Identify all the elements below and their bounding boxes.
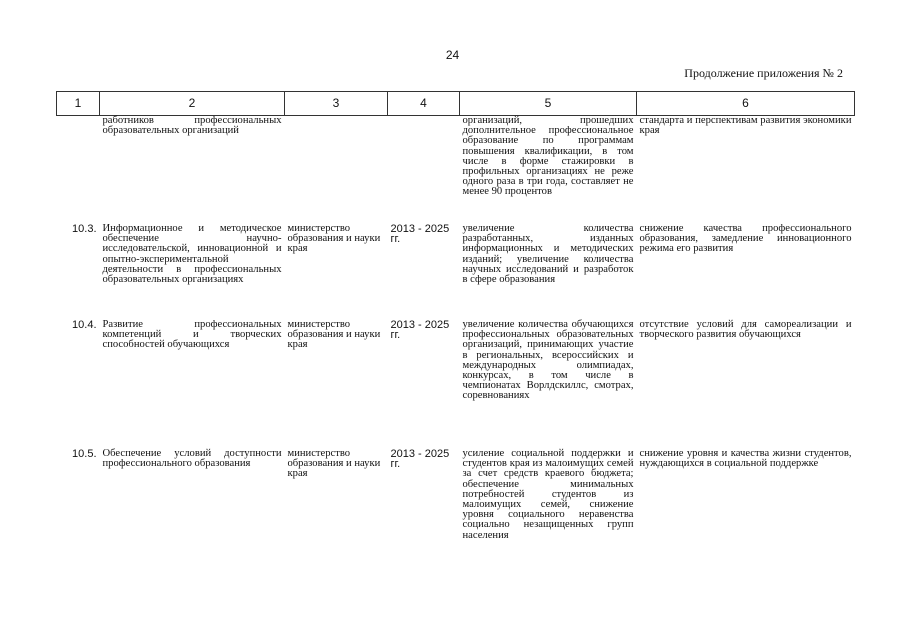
measure-period [388, 116, 460, 225]
column-header: 5 [460, 92, 637, 116]
table-row [57, 449, 855, 571]
column-header: 3 [285, 92, 388, 116]
page-number: 24 [445, 48, 460, 62]
measure-number: 10.5. [72, 448, 97, 460]
expected-result: увеличение количества обучающихся профессиональных образовательных организаций, принимающих участие в региональных, всероссийских и международных олимпиадах, конкурсах, в том числе в чемпионатах Ворлдскиллс, смотрах, соревнованиях [462, 319, 634, 402]
table-row [57, 224, 855, 320]
measure-executor: министерство образования и науки края [287, 448, 381, 480]
measure-executor: министерство образования и науки края [287, 319, 381, 351]
column-header: 6 [637, 92, 855, 116]
non-implementation-consequences: снижение уровня и качества жизни студентов, нуждающихся в социальной поддержке [639, 448, 852, 470]
measure-number [57, 116, 100, 225]
column-header: 4 [388, 92, 460, 116]
appendix-continuation-note: Продолжение приложения № 2 [684, 66, 843, 80]
table-row [57, 116, 855, 225]
measure-executor [285, 116, 388, 225]
expected-result: усиление социальной поддержки и студентов края из малоимущих семей за счет средств краевого бюджета; обеспечение минимальных потребностей студентов из малоимущих семей, снижение уровня социального неравенства социально незащищенных групп населения [462, 448, 634, 541]
column-header: 2 [100, 92, 285, 116]
measure-name: Информационное и методическое обеспечение научно-исследовательской, инновационной и опытно-экспериментальной деятельности в профессиональных образовательных организациях [102, 223, 282, 286]
table-header-row [57, 92, 855, 116]
program-measures-table [56, 91, 855, 571]
measure-number: 10.4. [72, 319, 97, 331]
expected-result: увеличение количества разработанных, изданных информационных и методических изданий; увеличение количества научных исследований и разработок в сфере образования [462, 223, 634, 286]
column-header: 1 [57, 92, 100, 116]
non-implementation-consequences: стандарта и перспективам развития экономики края [639, 115, 852, 137]
measure-number: 10.3. [72, 223, 97, 235]
table-row [57, 320, 855, 449]
measure-period: 2013 - 2025 гг. [390, 448, 450, 471]
non-implementation-consequences: отсутствие условий для самореализации и творческого развития обучающихся [639, 319, 852, 341]
measure-name: работников профессиональных образовательных организаций [102, 115, 282, 137]
measure-executor: министерство образования и науки края [287, 223, 381, 255]
measure-name: Развитие профессиональных компетенций и творческих способностей обучающихся [102, 319, 282, 351]
measure-period: 2013 - 2025 гг. [390, 319, 450, 342]
measure-name: Обеспечение условий доступности профессионального образования [102, 448, 282, 470]
expected-result: организаций, прошедших дополнительное профессиональное образование по программам повышения квалификации, в том числе в форме стажировки в профильных организациях не реже одного раза в три года, составляет не менее 90 процентов [462, 115, 634, 198]
non-implementation-consequences: снижение качества профессионального образования, замедление инновационного режима его развития [639, 223, 852, 255]
measure-period: 2013 - 2025 гг. [390, 223, 450, 246]
